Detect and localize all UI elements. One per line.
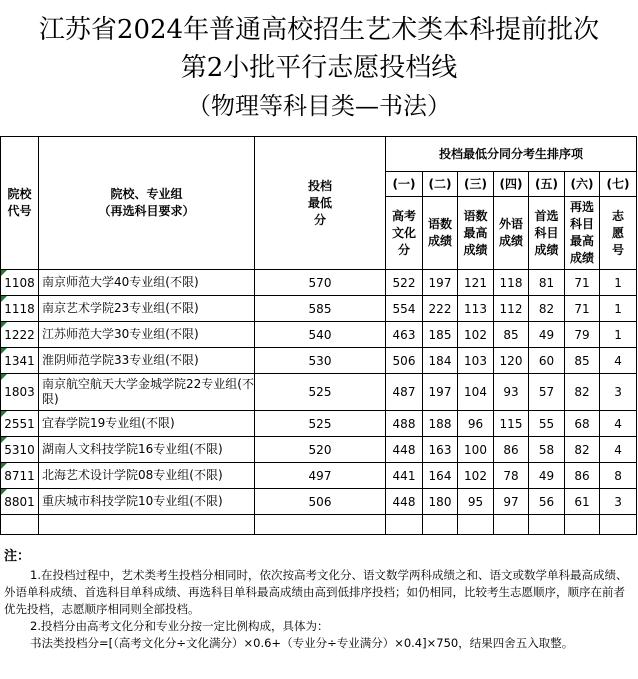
admission-table [0,136,637,535]
cell-code: 1118 [1,296,39,322]
header-rank-item: 外语成绩 [494,197,529,270]
cell-group-name: 南京航空航天大学金城学院22专业组(不限) [39,374,255,411]
cell-rank-value: 71 [565,270,600,296]
cell-marker-icon [1,322,7,328]
cell-rank-value: 68 [565,411,600,437]
cell-rank-value: 112 [494,296,529,322]
cell-rank-value: 60 [529,348,565,374]
cell-min-score: 525 [255,411,386,437]
cell-code: 8711 [1,463,39,489]
empty-cell [39,515,255,535]
cell-min-score: 570 [255,270,386,296]
table-row [1,489,637,515]
header-rank-item: 首选科目成绩 [529,197,565,270]
cell-marker-icon [1,489,7,495]
cell-rank-value: 4 [600,411,637,437]
cell-min-score: 520 [255,437,386,463]
cell-rank-value: 184 [423,348,458,374]
cell-rank-value: 164 [423,463,458,489]
cell-rank-value: 95 [458,489,494,515]
cell-rank-value: 185 [423,322,458,348]
cell-group-name: 南京艺术学院23专业组(不限) [39,296,255,322]
cell-marker-icon [1,463,7,469]
cell-marker-icon [1,270,7,276]
empty-cell [600,515,637,535]
cell-rank-value: 522 [386,270,423,296]
cell-min-score: 497 [255,463,386,489]
table-row [1,437,637,463]
cell-rank-value: 118 [494,270,529,296]
header-rank-num: (五) [529,172,565,197]
table-row [1,296,637,322]
cell-rank-value: 49 [529,322,565,348]
cell-rank-value: 86 [565,463,600,489]
cell-rank-value: 441 [386,463,423,489]
cell-rank-value: 188 [423,411,458,437]
cell-group-name: 湖南人文科技学院16专业组(不限) [39,437,255,463]
header-rank-item: 语数最高成绩 [458,197,494,270]
header-min-score: 投档最低分 [255,137,386,270]
cell-rank-value: 82 [529,296,565,322]
table-row [1,348,637,374]
notes-paragraph-3: 书法类投档分=[（高考文化分÷文化满分）×0.6+（专业分÷专业满分）×0.4]×750，结果四舍五入取整。 [30,636,574,650]
page-title-line2: 第2小批平行志愿投档线 [180,53,458,83]
table-row [1,322,637,348]
cell-rank-value: 57 [529,374,565,411]
cell-rank-value: 488 [386,411,423,437]
cell-rank-value: 180 [423,489,458,515]
cell-rank-value: 86 [494,437,529,463]
cell-group-name: 重庆城市科技学院10专业组(不限) [39,489,255,515]
cell-min-score: 506 [255,489,386,515]
cell-group-name: 江苏师范大学30专业组(不限) [39,322,255,348]
cell-rank-value: 163 [423,437,458,463]
cell-rank-value: 121 [458,270,494,296]
cell-rank-value: 120 [494,348,529,374]
table-row [1,411,637,437]
cell-min-score: 585 [255,296,386,322]
cell-rank-value: 100 [458,437,494,463]
header-group: 院校、专业组 （再选科目要求） [39,137,255,270]
header-rank-item: 语数成绩 [423,197,458,270]
empty-cell [458,515,494,535]
header-rank-section: 投档最低分同分考生排序项 [386,137,637,172]
cell-rank-value: 55 [529,411,565,437]
cell-rank-value: 506 [386,348,423,374]
cell-code: 2551 [1,411,39,437]
header-rank-item: 高考文化分 [386,197,423,270]
page-title-line3: （物理等科目类—书法） [187,92,451,120]
cell-rank-value: 448 [386,437,423,463]
cell-rank-value: 463 [386,322,423,348]
page-title-line1: 江苏省2024年普通高校招生艺术类本科提前批次 [38,15,600,45]
cell-rank-value: 82 [565,437,600,463]
cell-rank-value: 103 [458,348,494,374]
header-rank-item: 再选科目最高成绩 [565,197,600,270]
empty-cell [255,515,386,535]
cell-marker-icon [1,437,7,443]
cell-min-score: 540 [255,322,386,348]
cell-marker-icon [1,374,7,380]
notes-paragraph-2: 2.投档分由高考文化分和专业分按一定比例构成，具体为： [30,619,329,633]
cell-rank-value: 58 [529,437,565,463]
cell-group-name: 北海艺术设计学院08专业组(不限) [39,463,255,489]
cell-group-name: 淮阴师范学院33专业组(不限) [39,348,255,374]
header-code: 院校代号 [1,137,39,270]
cell-rank-value: 1 [600,296,637,322]
cell-rank-value: 81 [529,270,565,296]
cell-rank-value: 115 [494,411,529,437]
cell-rank-value: 113 [458,296,494,322]
cell-rank-value: 96 [458,411,494,437]
cell-code: 8801 [1,489,39,515]
empty-cell [1,515,39,535]
cell-rank-value: 85 [565,348,600,374]
cell-rank-value: 49 [529,463,565,489]
cell-min-score: 525 [255,374,386,411]
cell-code: 1341 [1,348,39,374]
cell-code: 1108 [1,270,39,296]
cell-rank-value: 102 [458,322,494,348]
cell-min-score: 530 [255,348,386,374]
cell-rank-value: 82 [565,374,600,411]
cell-rank-value: 4 [600,437,637,463]
cell-rank-value: 102 [458,463,494,489]
empty-cell [494,515,529,535]
header-rank-num: (七) [600,172,637,197]
header-rank-num: (三) [458,172,494,197]
cell-marker-icon [1,296,7,302]
cell-rank-value: 197 [423,270,458,296]
cell-rank-value: 3 [600,374,637,411]
notes-paragraph-1: 1.在投档过程中，艺术类考生投档分相同时，依次按高考文化分、语文数学两科成绩之和、语文或数学单科最高成绩、外语单科成绩、首选科目单科成绩、再选科目单科最高成绩由高到低排序投档；如仍相同，比较考生志愿顺序，顺序在前者优先投档，志愿顺序相同则全部投档。 [4,568,628,616]
header-rank-item: 志愿号 [600,197,637,270]
empty-cell [386,515,423,535]
cell-rank-value: 8 [600,463,637,489]
table-row [1,374,637,411]
empty-cell [529,515,565,535]
cell-rank-value: 197 [423,374,458,411]
cell-rank-value: 78 [494,463,529,489]
cell-rank-value: 104 [458,374,494,411]
cell-marker-icon [1,411,7,417]
header-rank-num: (二) [423,172,458,197]
cell-rank-value: 1 [600,270,637,296]
cell-code: 1222 [1,322,39,348]
cell-rank-value: 61 [565,489,600,515]
cell-rank-value: 222 [423,296,458,322]
table-row [1,270,637,296]
notes-heading: 注： [4,549,31,564]
cell-group-name: 宜春学院19专业组(不限) [39,411,255,437]
cell-rank-value: 79 [565,322,600,348]
empty-cell [565,515,600,535]
notes [4,548,634,652]
empty-cell [423,515,458,535]
header-rank-num: (六) [565,172,600,197]
cell-rank-value: 3 [600,489,637,515]
cell-rank-value: 554 [386,296,423,322]
cell-code: 1803 [1,374,39,411]
cell-rank-value: 85 [494,322,529,348]
cell-rank-value: 56 [529,489,565,515]
table-row [1,463,637,489]
cell-marker-icon [1,348,7,354]
header-rank-num: (四) [494,172,529,197]
header-rank-num: (一) [386,172,423,197]
cell-rank-value: 97 [494,489,529,515]
cell-code: 5310 [1,437,39,463]
cell-rank-value: 71 [565,296,600,322]
cell-group-name: 南京师范大学40专业组(不限) [39,270,255,296]
cell-rank-value: 448 [386,489,423,515]
cell-rank-value: 487 [386,374,423,411]
cell-rank-value: 4 [600,348,637,374]
cell-rank-value: 1 [600,322,637,348]
cell-rank-value: 93 [494,374,529,411]
